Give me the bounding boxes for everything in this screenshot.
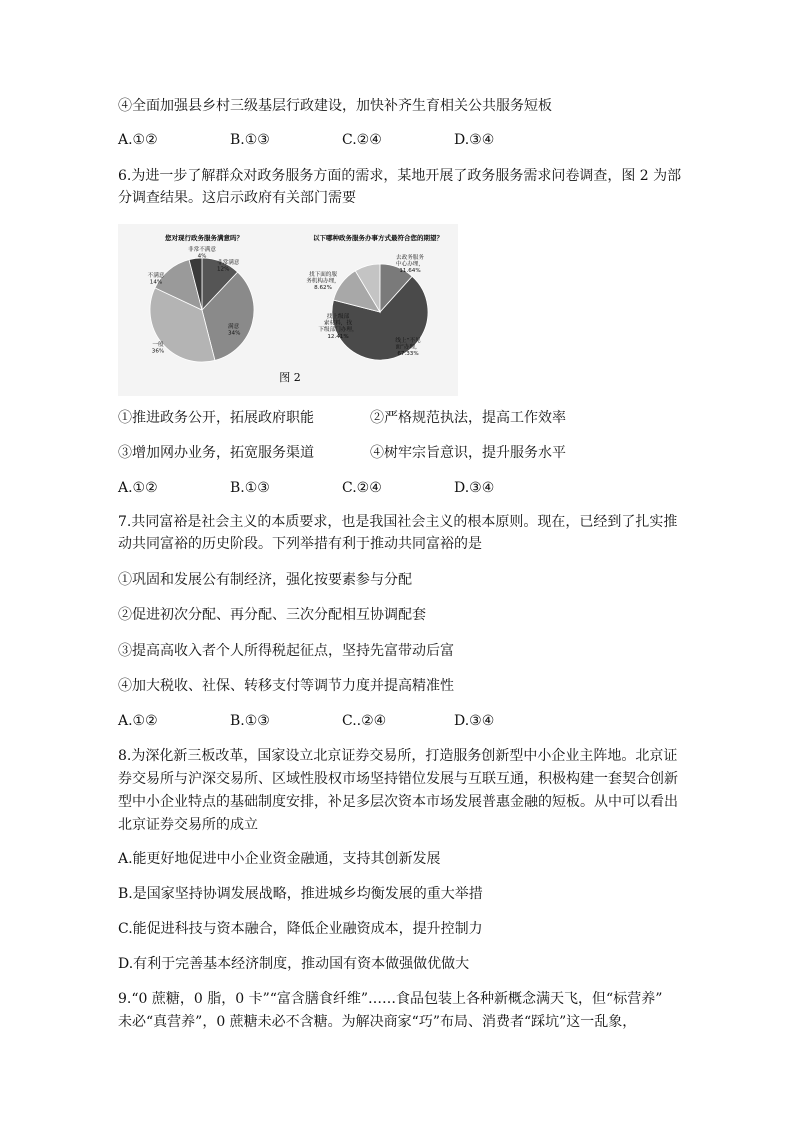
q5-option-a: A.①② [118,132,158,148]
q8-choice-b: B.是国家坚持协调发展战略，推进城乡均衡发展的重大举措 [118,886,483,902]
pie1-label-5: 非常不满意 4% [188,247,216,260]
q5-option-c: C.②④ [342,132,382,148]
pie2-label-2: 找上级部索材料，找下级部门办理， 12.41% [318,314,358,340]
figure-caption: 图 2 [279,371,301,384]
pie2-label-1: 线上“不见面”办理， 67.33% [395,338,421,358]
q8-choice-c: C.能促进科技与资本融合，降低企业融资成本，提升控制力 [118,921,483,937]
pie2-title: 以下哪种政务服务办事方式最符合您的期望？ [313,234,443,242]
q9-line-2: 未必“真营养”，0 蔗糖未必不含糖。为解决商家“巧”布局、消费者“踩坑”这一乱象， [118,1014,637,1030]
q7-option-b: B.①③ [230,713,270,729]
q8-stem-line-1: 8.为深化新三板改革，国家设立北京证券交易所，打造服务创新型中小企业主阵地。北京证 [118,748,678,764]
figure-2 [118,224,458,396]
q7-stem-line-1: 7.共同富裕是社会主义的本质要求，也是我国社会主义的根本原则。现在，已经到了扎实推 [118,514,678,530]
q6-item-4: ④树牢宗旨意识，提升服务水平 [370,445,566,461]
q6-item-1: ①推进政务公开，拓展政府职能 [118,410,314,426]
pie2-label-3: 找下面的服务机构办理， 8.62% [306,272,340,292]
q6-option-c: C.②④ [342,480,382,496]
q6-option-d: D.③④ [454,480,495,496]
q8-stem-line-3: 型中小企业特点的基础制度安排，补足多层次资本市场发展普惠金融的短板。从中可以看出 [118,794,678,810]
q7-option-d: D.③④ [454,713,495,729]
pie2-label-4: 去政务服务中心办理， 11.64% [396,255,424,275]
q7-item-3: ③提高高收入者个人所得税起征点，坚持先富带动后富 [118,643,454,659]
q7-item-4: ④加大税收、社保、转移支付等调节力度并提高精准性 [118,678,454,694]
pie1-label-2: 满意 34% [228,324,241,337]
q5-option-b: B.①③ [230,132,270,148]
q8-stem-line-4: 北京证券交易所的成立 [118,817,258,833]
q6-option-a: A.①② [118,480,158,496]
q8-choice-a: A.能更好地促进中小企业资金融通，支持其创新发展 [118,851,441,867]
q7-stem-line-2: 动共同富裕的历史阶段。下列举措有利于推动共同富裕的是 [118,536,482,552]
q6-item-2: ②严格规范执法，提高工作效率 [370,410,566,426]
pie1-slices [147,258,254,362]
q6-item-3: ③增加网办业务，拓宽服务渠道 [118,445,314,461]
pie1-label-1: 非常满意 12% [217,260,240,273]
pie1-label-4: 不满意 14% [147,273,165,286]
q5-item-4: ④全面加强县乡村三级基层行政建设，加快补齐生育相关公共服务短板 [118,98,552,114]
pie1-title: 您对现行政务服务满意吗？ [165,234,243,242]
q7-item-1: ①巩固和发展公有制经济，强化按要素参与分配 [118,572,412,588]
q8-choice-d: D.有利于完善基本经济制度，推动国有资本做强做优做大 [118,956,470,972]
q9-line-1: 9.“0 蔗糖，0 脂，0 卡”“富含膳食纤维”……食品包装上各种新概念满天飞，但“标营养” [118,991,663,1007]
q6-stem-line-1: 6.为进一步了解群众对政务服务方面的需求，某地开展了政务服务需求问卷调查，图 2 为部 [118,168,682,184]
q8-stem-line-2: 券交易所与沪深交易所、区域性股权市场坚持错位发展与互联互通，积极构建一套契合创新 [118,771,678,787]
q6-option-b: B.①③ [230,480,270,496]
pie1-label-3: 一般 36% [151,342,165,355]
q5-option-d: D.③④ [454,132,495,148]
figure-2-svg [118,224,458,396]
q6-stem-line-2: 分调查结果。这启示政府有关部门需要 [118,190,356,206]
q7-item-2: ②促进初次分配、再分配、三次分配相互协调配套 [118,607,426,623]
q7-option-a: A.①② [118,713,158,729]
q7-option-c: C..②④ [342,713,387,729]
